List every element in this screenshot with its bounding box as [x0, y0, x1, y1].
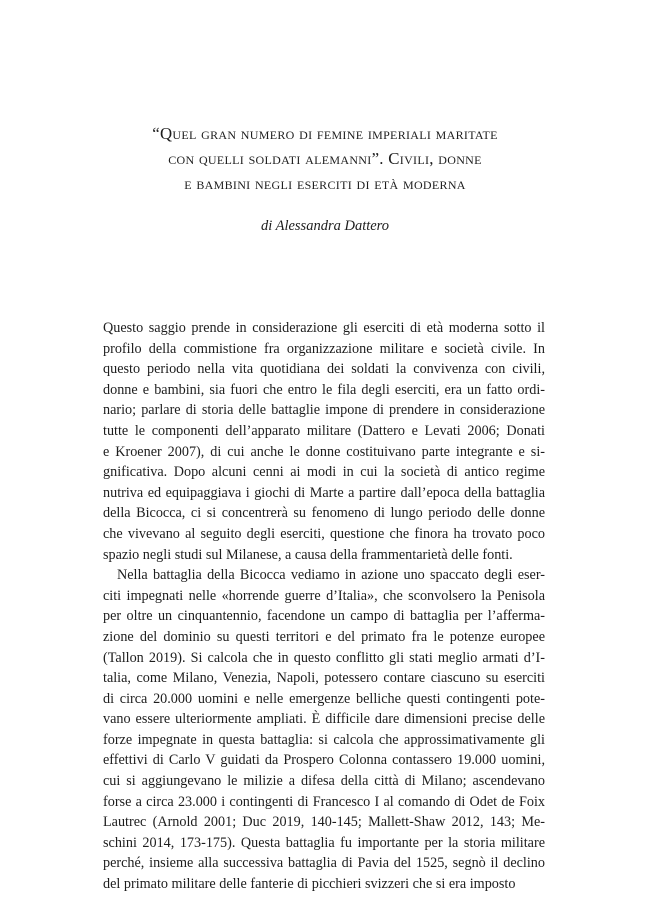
text-line: forse a circa 23.000 i contingenti di Francesco I al comando di Odet de Foix [103, 793, 545, 810]
title-line: con quelli soldati alemanni”. Civili, donne [168, 149, 482, 168]
paragraph-2 [103, 565, 545, 895]
text-line: nutriva ed equipaggiava i giochi di Marte a partire dall’epoca della battaglia [103, 484, 545, 501]
text-line: nario; parlare di storia delle battaglie impone di prendere in considerazione [103, 402, 545, 419]
title-line: e bambini negli eserciti di età moderna [184, 174, 466, 193]
text-line: zione del dominio su questi territori e del primato fra le potenze europee [103, 628, 545, 645]
text-line: questo periodo nella vita quotidiana dei soldati la convivenza con civili, [103, 361, 545, 378]
author-byline: di Alessandra Dattero [260, 218, 390, 234]
text-line: Lautrec (Arnold 2001; Duc 2019, 140-145; Mallett-Shaw 2012, 143; Me- [103, 814, 545, 831]
text-line: che vivevano al seguito degli eserciti, questione che finora ha trovato poco [103, 525, 545, 542]
text-line: Nella battaglia della Bicocca vediamo in azione uno spaccato degli eser- [117, 567, 545, 584]
body-text [103, 318, 545, 895]
text-line: e Kroener 2007), di cui anche le donne costituivano parte integrante e si- [103, 443, 545, 460]
text-line: del primato militare delle fanterie di picchieri svizzeri che si era imposto [103, 876, 516, 893]
text-line: di circa 20.000 uomini e nelle emergenze belliche questi contingenti pote- [103, 690, 545, 707]
text-line: citi impegnati nelle «horrende guerre d’Italia», che sconvolsero la Penisola [103, 587, 545, 604]
text-line: vano essere ulteriormente ampliati. È difficile dare dimensioni precise delle [103, 711, 545, 728]
text-line: della Bicocca, ci si concentrerà su fenomeno di lungo periodo delle donne [103, 505, 545, 522]
text-line: (Tallon 2019). Si calcola che in questo conflitto gli stati meglio armati d’I- [103, 649, 545, 666]
paragraph-1 [103, 318, 545, 565]
text-line: cui si aggiungevano le milizie a difesa della città di Milano; ascendevano [103, 773, 545, 790]
chapter-title [60, 121, 590, 196]
text-line: gnificativa. Dopo alcuni cenni ai modi in cui la società di antico regime [103, 464, 545, 481]
text-line: forze impegnate in questa battaglia: si calcola che approssimativamente gli [103, 731, 545, 748]
text-line: effettivi di Carlo V guidati da Prospero Colonna contassero 19.000 uomini, [103, 752, 545, 769]
text-line: Questo saggio prende in considerazione gli eserciti di età moderna sotto il [103, 320, 545, 336]
text-line: spazio negli studi sul Milanese, a causa della frammentarietà delle fonti. [103, 546, 513, 563]
text-line: tutte le componenti dell’apparato militare (Dattero e Levati 2006; Donati [103, 422, 545, 439]
text-line: perché, insieme alla successiva battaglia di Pavia del 1525, segnò il declino [103, 855, 545, 872]
text-line: per oltre un cinquantennio, facendone un campo di battaglia per l’afferma- [103, 608, 545, 625]
text-line: donne e bambini, sia fuori che entro le fila degli eserciti, era un fatto ordi- [103, 381, 545, 398]
title-line: “Quel gran numero di femine imperiali maritate [152, 124, 498, 143]
text-line: profilo della commistione fra organizzazione militare e società civile. In [103, 340, 545, 357]
text-line: talia, come Milano, Venezia, Napoli, potessero contare ciascuno su eserciti [103, 670, 545, 687]
text-line: schini 2014, 173-175). Questa battaglia fu importante per la storia militare [103, 834, 545, 851]
